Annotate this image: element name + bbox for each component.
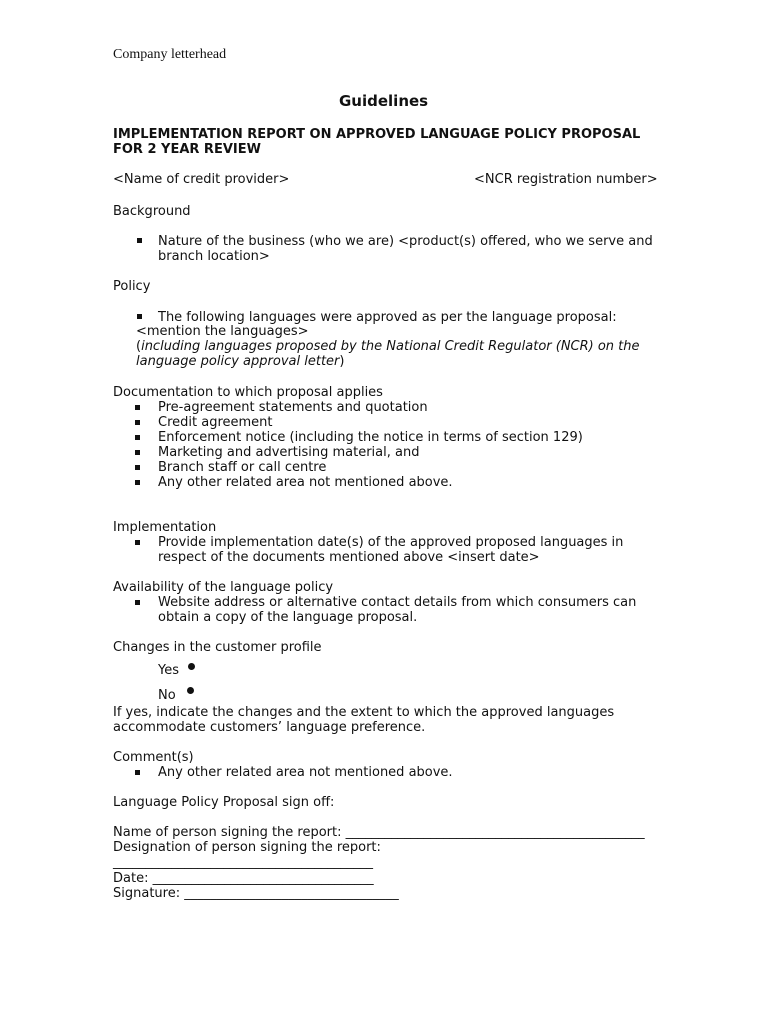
page-title: Guidelines — [339, 92, 429, 110]
company-letterhead: Company letterhead — [113, 47, 227, 62]
policy-heading: Policy — [113, 279, 151, 294]
list-item: Marketing and advertising material, and — [113, 445, 583, 460]
bullet-icon — [135, 405, 140, 410]
policy-note-text: language policy approval letter — [136, 354, 340, 369]
implementation-item-line-2: respect of the documents mentioned above <insert date> — [158, 550, 540, 565]
signature-field[interactable]: Signature: _________________________________ — [113, 886, 399, 901]
comments-item: Any other related area not mentioned above. — [158, 765, 453, 780]
report-subtitle-line-2: FOR 2 YEAR REVIEW — [113, 142, 261, 157]
yes-option-label: Yes — [158, 663, 179, 678]
bullet-icon — [137, 238, 142, 243]
no-option-label: No — [158, 688, 176, 703]
ncr-registration-number: <NCR registration number> — [474, 172, 658, 187]
bullet-icon — [135, 600, 140, 605]
signer-name-field[interactable]: Name of person signing the report: ______________________________________________ — [113, 825, 645, 840]
list-item: Pre-agreement statements and quotation — [113, 400, 583, 415]
credit-provider-name: <Name of credit provider> — [113, 172, 290, 187]
policy-note-line-1 — [136, 339, 640, 354]
list-item: Any other related area not mentioned above. — [113, 475, 583, 490]
signer-designation-label: Designation of person signing the report: — [113, 840, 381, 855]
policy-item-line-1: The following languages were approved as per the language proposal: — [158, 310, 617, 325]
policy-note-open-paren: ( — [136, 339, 142, 354]
bullet-icon — [135, 465, 140, 470]
changes-text-line-2: accommodate customers’ language preference. — [113, 720, 426, 735]
implementation-heading: Implementation — [113, 520, 217, 535]
bullet-icon — [135, 770, 140, 775]
policy-item-line-2: <mention the languages> — [136, 324, 309, 339]
signoff-heading: Language Policy Proposal sign off: — [113, 795, 335, 810]
background-heading: Background — [113, 204, 191, 219]
bullet-icon — [137, 314, 142, 319]
background-item-line-2: branch location> — [158, 249, 270, 264]
changes-text-line-1: If yes, indicate the changes and the extent to which the approved languages — [113, 705, 615, 720]
list-item: Enforcement notice (including the notice in terms of section 129) — [113, 430, 583, 445]
yes-radio-icon[interactable] — [188, 663, 195, 670]
availability-heading: Availability of the language policy — [113, 580, 334, 595]
bullet-icon — [135, 480, 140, 485]
comments-heading: Comment(s) — [113, 750, 194, 765]
documentation-list — [113, 400, 583, 490]
policy-note-line-2 — [136, 354, 344, 369]
bullet-icon — [135, 450, 140, 455]
bullet-icon — [135, 540, 140, 545]
no-radio-icon[interactable] — [187, 687, 194, 694]
report-subtitle-line-1: IMPLEMENTATION REPORT ON APPROVED LANGUAGE POLICY PROPOSAL — [113, 127, 641, 142]
policy-note-close-paren: ) — [339, 354, 345, 369]
availability-item-line-2: obtain a copy of the language proposal. — [158, 610, 418, 625]
policy-note-text: including languages proposed by the National Credit Regulator (NCR) on the — [141, 339, 640, 354]
signer-designation-field[interactable]: ________________________________________ — [113, 855, 373, 870]
background-item-line-1: Nature of the business (who we are) <product(s) offered, who we serve and — [158, 234, 653, 249]
documentation-heading: Documentation to which proposal applies — [113, 385, 383, 400]
changes-heading: Changes in the customer profile — [113, 640, 322, 655]
date-field[interactable]: Date: __________________________________ — [113, 871, 374, 886]
availability-item-line-1: Website address or alternative contact details from which consumers can — [158, 595, 637, 610]
implementation-item-line-1: Provide implementation date(s) of the approved proposed languages in — [158, 535, 624, 550]
list-item: Branch staff or call centre — [113, 460, 583, 475]
bullet-icon — [135, 420, 140, 425]
bullet-icon — [135, 435, 140, 440]
list-item: Credit agreement — [113, 415, 583, 430]
